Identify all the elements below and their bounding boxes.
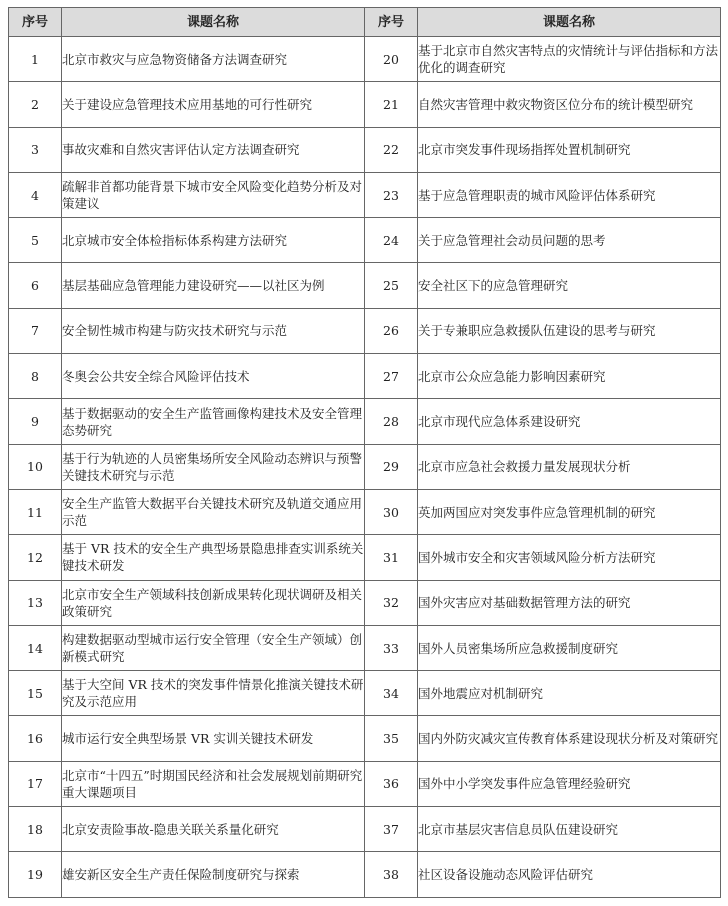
topic-title-right: 安全社区下的应急管理研究 [418,263,721,308]
row-number-left: 5 [9,218,62,263]
topic-title-right: 国外灾害应对基础数据管理方法的研究 [418,580,721,625]
topic-title-left: 雄安新区安全生产责任保险制度研究与探索 [62,852,365,897]
row-number-right: 21 [365,82,418,127]
topic-title-left: 基于行为轨迹的人员密集场所安全风险动态辨识与预警关键技术研究与示范 [62,444,365,489]
topic-title-left: 基于 VR 技术的安全生产典型场景隐患排查实训系统关键技术研发 [62,535,365,580]
table-row [9,37,721,82]
row-number-right: 28 [365,399,418,444]
table-row [9,354,721,399]
topic-title-left: 北京安责险事故-隐患关联关系量化研究 [62,807,365,852]
topic-title-left: 基层基础应急管理能力建设研究——以社区为例 [62,263,365,308]
table-row [9,172,721,217]
row-number-right: 36 [365,761,418,806]
row-number-left: 3 [9,127,62,172]
row-number-right: 31 [365,535,418,580]
topic-title-right: 北京市基层灾害信息员队伍建设研究 [418,807,721,852]
topic-title-right: 社区设备设施动态风险评估研究 [418,852,721,897]
row-number-left: 19 [9,852,62,897]
row-number-right: 34 [365,671,418,716]
topic-title-right: 基于应急管理职责的城市风险评估体系研究 [418,172,721,217]
row-number-left: 1 [9,37,62,82]
table-row [9,807,721,852]
topic-title-left: 北京市“十四五”时期国民经济和社会发展规划前期研究重大课题项目 [62,761,365,806]
topic-title-left: 事故灾难和自然灾害评估认定方法调查研究 [62,127,365,172]
table-row [9,671,721,716]
row-number-right: 32 [365,580,418,625]
row-number-right: 37 [365,807,418,852]
row-number-left: 18 [9,807,62,852]
topic-title-right: 北京市公众应急能力影响因素研究 [418,354,721,399]
topic-title-right: 自然灾害管理中救灾物资区位分布的统计模型研究 [418,82,721,127]
row-number-right: 38 [365,852,418,897]
row-number-left: 7 [9,308,62,353]
table-row [9,218,721,263]
topic-title-left: 构建数据驱动型城市运行安全管理（安全生产领域）创新模式研究 [62,625,365,670]
topic-title-right: 英加两国应对突发事件应急管理机制的研究 [418,489,721,534]
row-number-left: 8 [9,354,62,399]
topic-title-left: 基于大空间 VR 技术的突发事件情景化推演关键技术研究及示范应用 [62,671,365,716]
topic-title-left: 城市运行安全典型场景 VR 实训关键技术研发 [62,716,365,761]
topic-title-left: 安全韧性城市构建与防灾技术研究与示范 [62,308,365,353]
row-number-right: 23 [365,172,418,217]
row-number-left: 17 [9,761,62,806]
row-number-left: 4 [9,172,62,217]
header-title-left: 课题名称 [62,8,365,37]
row-number-right: 25 [365,263,418,308]
row-number-right: 24 [365,218,418,263]
table-row [9,716,721,761]
header-seq-right: 序号 [365,8,418,37]
row-number-left: 12 [9,535,62,580]
row-number-left: 16 [9,716,62,761]
table-row [9,580,721,625]
table-row [9,444,721,489]
topic-title-right: 国外城市安全和灾害领域风险分析方法研究 [418,535,721,580]
table-row [9,625,721,670]
row-number-left: 9 [9,399,62,444]
row-number-right: 20 [365,37,418,82]
topic-title-left: 关于建设应急管理技术应用基地的可行性研究 [62,82,365,127]
row-number-right: 22 [365,127,418,172]
row-number-left: 14 [9,625,62,670]
topic-title-right: 关于专兼职应急救援队伍建设的思考与研究 [418,308,721,353]
topic-title-left: 疏解非首都功能背景下城市安全风险变化趋势分析及对策建议 [62,172,365,217]
topic-title-left: 冬奥会公共安全综合风险评估技术 [62,354,365,399]
row-number-right: 33 [365,625,418,670]
row-number-left: 15 [9,671,62,716]
topic-title-right: 北京市应急社会救援力量发展现状分析 [418,444,721,489]
header-seq-left: 序号 [9,8,62,37]
topic-title-right: 国外地震应对机制研究 [418,671,721,716]
row-number-right: 35 [365,716,418,761]
topic-title-right: 北京市突发事件现场指挥处置机制研究 [418,127,721,172]
table-header-row [9,8,721,37]
topic-title-left: 北京市安全生产领域科技创新成果转化现状调研及相关政策研究 [62,580,365,625]
row-number-left: 10 [9,444,62,489]
research-topics-table [8,7,721,898]
topic-title-right: 基于北京市自然灾害特点的灾情统计与评估指标和方法优化的调查研究 [418,37,721,82]
table-row [9,263,721,308]
row-number-right: 29 [365,444,418,489]
row-number-left: 6 [9,263,62,308]
row-number-left: 13 [9,580,62,625]
row-number-right: 30 [365,489,418,534]
table-row [9,399,721,444]
topic-title-right: 国外中小学突发事件应急管理经验研究 [418,761,721,806]
topic-title-right: 国内外防灾减灾宣传教育体系建设现状分析及对策研究 [418,716,721,761]
row-number-left: 2 [9,82,62,127]
table-row [9,535,721,580]
table-body [9,37,721,898]
row-number-right: 27 [365,354,418,399]
topic-title-left: 北京市救灾与应急物资储备方法调查研究 [62,37,365,82]
table-row [9,82,721,127]
topic-title-right: 北京市现代应急体系建设研究 [418,399,721,444]
table-row [9,852,721,897]
table-row [9,127,721,172]
topic-title-left: 北京城市安全体检指标体系构建方法研究 [62,218,365,263]
row-number-left: 11 [9,489,62,534]
topic-title-left: 基于数据驱动的安全生产监管画像构建技术及安全管理态势研究 [62,399,365,444]
table-row [9,308,721,353]
table-row [9,761,721,806]
header-title-right: 课题名称 [418,8,721,37]
topic-title-right: 国外人员密集场所应急救援制度研究 [418,625,721,670]
table-row [9,489,721,534]
row-number-right: 26 [365,308,418,353]
topic-title-right: 关于应急管理社会动员问题的思考 [418,218,721,263]
topic-title-left: 安全生产监管大数据平台关键技术研究及轨道交通应用示范 [62,489,365,534]
